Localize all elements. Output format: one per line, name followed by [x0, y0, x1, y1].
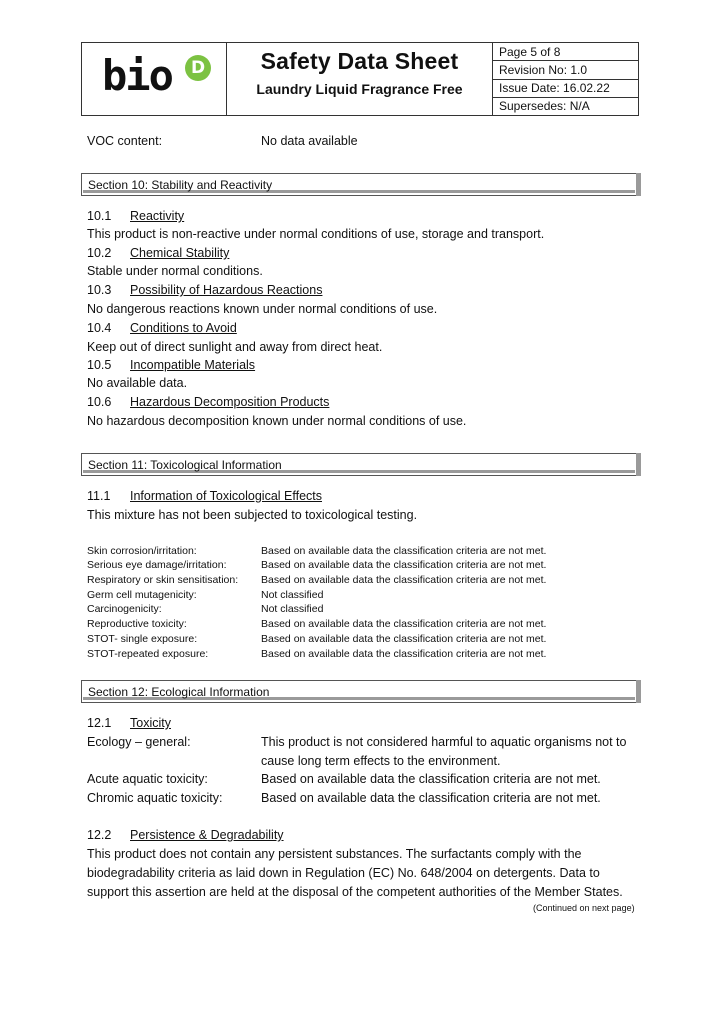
paragraph-line: This product does not contain any persistent substances. The surfactants comply with the	[87, 847, 582, 861]
tox-value: Not classified	[261, 603, 324, 615]
tox-label: Respiratory or skin sensitisation:	[87, 574, 239, 586]
eco-general-value-line1: This product is not considered harmful to aquatic organisms not to	[261, 735, 627, 749]
tox-value: Based on available data the classification criteria are not met.	[261, 633, 547, 645]
continued-note: (Continued on next page)	[533, 903, 635, 913]
tox-label: Skin corrosion/irritation:	[87, 545, 197, 557]
tox-value: Based on available data the classification criteria are not met.	[261, 618, 547, 630]
meta-cell	[493, 43, 638, 115]
section-12-bar	[81, 680, 641, 703]
subsection-heading: Chemical Stability	[130, 246, 230, 260]
subsection-number: 12.2	[87, 828, 112, 842]
subsection-text: Keep out of direct sunlight and away from direct heat.	[87, 340, 383, 354]
subsection-number: 10.2	[87, 246, 112, 260]
chronic-toxicity-value: Based on available data the classification criteria are not met.	[261, 791, 601, 805]
page-number: Page 5 of 8	[493, 43, 638, 61]
section-12-title: Section 12: Ecological Information	[88, 685, 270, 699]
document-header	[81, 42, 639, 116]
biod-logo: bio	[102, 51, 172, 100]
section-11-bar	[81, 453, 641, 476]
acute-toxicity-value: Based on available data the classification criteria are not met.	[261, 772, 601, 786]
subsection-heading: Information of Toxicological Effects	[130, 489, 322, 503]
voc-value: No data available	[261, 134, 358, 148]
voc-label: VOC content:	[87, 134, 163, 148]
subsection-number: 12.1	[87, 716, 112, 730]
tox-label: STOT- single exposure:	[87, 633, 198, 645]
subsection-heading: Conditions to Avoid	[130, 321, 237, 335]
subsection-text: This mixture has not been subjected to toxicological testing.	[87, 508, 418, 522]
logo-badge: D	[185, 55, 211, 81]
revision-number: Revision No: 1.0	[493, 61, 638, 79]
subsection-text: No dangerous reactions known under normal conditions of use.	[87, 302, 438, 316]
subsection-text: This product is non-reactive under normal conditions of use, storage and transport.	[87, 227, 545, 241]
section-11-title: Section 11: Toxicological Information	[88, 458, 282, 472]
product-name: Laundry Liquid Fragrance Free	[256, 81, 463, 97]
subsection-heading: Incompatible Materials	[130, 358, 256, 372]
subsection-heading: Reactivity	[130, 209, 185, 223]
tox-label: Reproductive toxicity:	[87, 618, 187, 630]
eco-general-value-line2: cause long term effects to the environment.	[261, 754, 501, 768]
tox-value: Based on available data the classification criteria are not met.	[261, 648, 547, 660]
title-cell	[227, 43, 493, 115]
subsection-text: Stable under normal conditions.	[87, 264, 263, 278]
subsection-heading: Possibility of Hazardous Reactions	[130, 283, 323, 297]
paragraph-line: support this assertion are held at the disposal of the competent authorities of the Member States.	[87, 885, 623, 899]
document-title: Safety Data Sheet	[260, 48, 459, 74]
tox-label: Germ cell mutagenicity:	[87, 589, 197, 601]
supersedes: Supersedes: N/A	[499, 99, 590, 114]
tox-label: Carcinogenicity:	[87, 603, 162, 615]
subsection-text: No available data.	[87, 376, 188, 390]
subsection-heading: Hazardous Decomposition Products	[130, 395, 330, 409]
acute-toxicity-label: Acute aquatic toxicity:	[87, 772, 208, 786]
logo-cell	[82, 43, 227, 115]
tox-value: Not classified	[261, 589, 324, 601]
tox-value: Based on available data the classification criteria are not met.	[261, 545, 547, 557]
subsection-number: 10.3	[87, 283, 112, 297]
subsection-heading: Persistence & Degradability	[130, 828, 284, 842]
subsection-number: 10.6	[87, 395, 112, 409]
tox-value: Based on available data the classification criteria are not met.	[261, 574, 547, 586]
subsection-number: 10.1	[87, 209, 112, 223]
chronic-toxicity-label: Chromic aquatic toxicity:	[87, 791, 223, 805]
eco-general-label: Ecology – general:	[87, 735, 191, 749]
subsection-number: 10.4	[87, 321, 112, 335]
section-10-bar	[81, 173, 641, 196]
paragraph-line: biodegradability criteria as laid down in Regulation (EC) No. 648/2004 on detergents. Data to	[87, 866, 600, 880]
subsection-text: No hazardous decomposition known under normal conditions of use.	[87, 414, 467, 428]
section-10-title: Section 10: Stability and Reactivity	[88, 178, 273, 192]
subsection-heading: Toxicity	[130, 716, 171, 730]
tox-label: STOT-repeated exposure:	[87, 648, 209, 660]
issue-date: Issue Date: 16.02.22	[493, 80, 638, 98]
subsection-number: 10.5	[87, 358, 112, 372]
subsection-number: 11.1	[87, 489, 111, 503]
tox-label: Serious eye damage/irritation:	[87, 559, 227, 571]
tox-value: Based on available data the classification criteria are not met.	[261, 559, 547, 571]
